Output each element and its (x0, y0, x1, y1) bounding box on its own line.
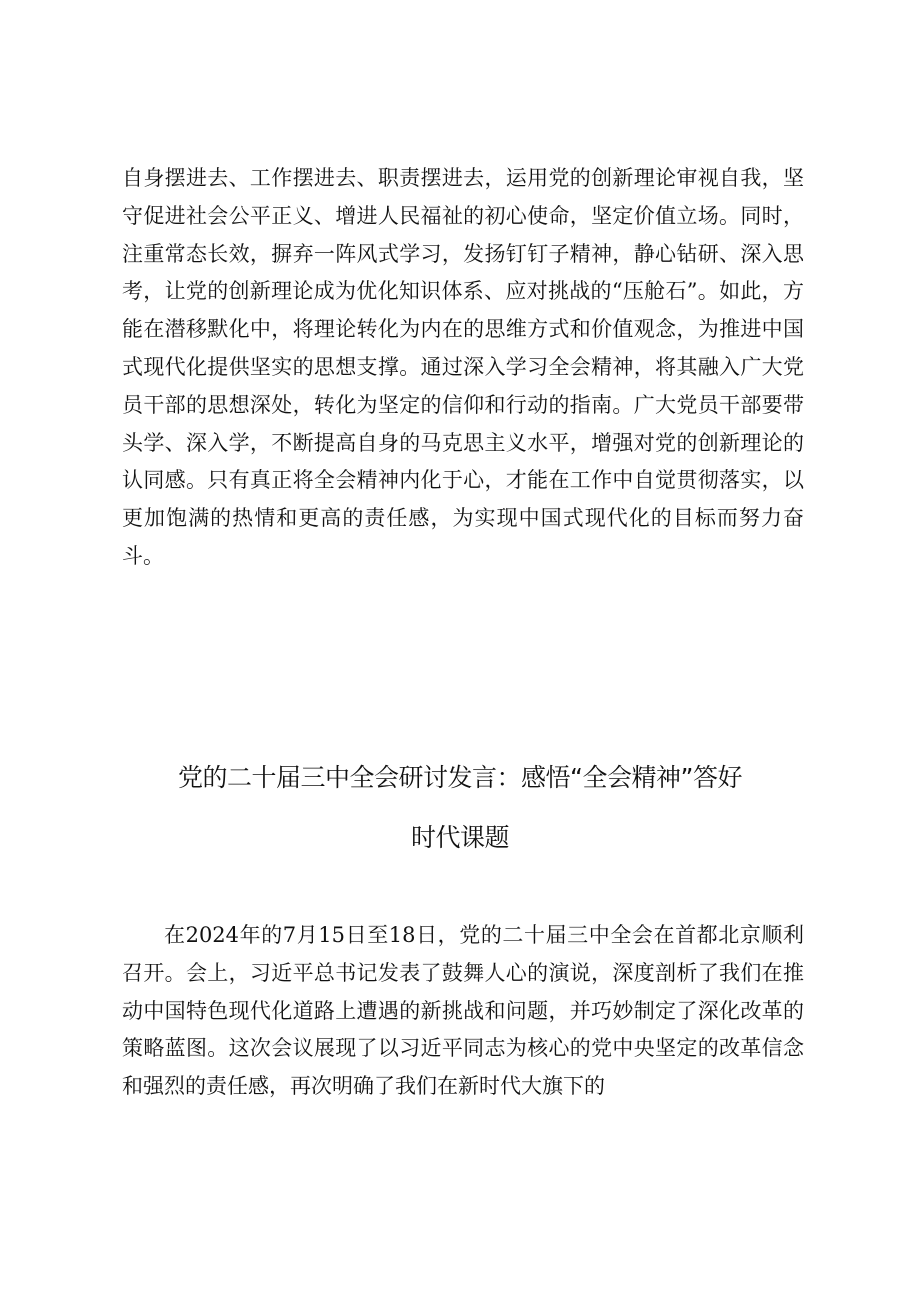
section-title-line-1: 党的二十届三中全会研讨发言：感悟“全会精神”答好 (178, 763, 742, 792)
continued-paragraph: 自身摆进去、工作摆进去、职责摆进去，运用党的创新理论审视自我，坚守促进社会公平正义、增进人民福祉的初心使命，坚定价值立场。同时，注重常态长效，摒弃一阵风式学习，发扬钉钉子精神，静心钻研、深入思考，让党的创新理论成为优化知识体系、应对挑战的“压舱石”。如此，方能在潜移默化中，将理论转化为内在的思维方式和价值观念，为推进中国式现代化提供坚实的思想支撑。通过深入学习全会精神，将其融入广大党员干部的思想深处，转化为坚定的信仰和行动的指南。广大党员干部要带头学、深入学，不断提高自身的马克思主义水平，增强对党的创新理论的认同感。只有真正将全会精神内化于心，才能在工作中自觉贯彻落实，以更加饱满的热情和更高的责任感，为实现中国式现代化的目标而努力奋斗。 (122, 166, 804, 568)
opening-paragraph: 在2024年的7月15日至18日，党的二十届三中全会在首都北京顺利召开。会上，习近平总书记发表了鼓舞人心的演说，深度剖析了我们在推动中国特色现代化道路上遭遇的新挑战和问题，并巧妙制定了深化改革的策略蓝图。这次会议展现了以习近平同志为核心的党中央坚定的改革信念和强烈的责任感，再次明确了我们在新时代大旗下的 (122, 923, 804, 1099)
section-title (100, 748, 820, 868)
section-title-line-2: 时代课题 (410, 823, 509, 852)
